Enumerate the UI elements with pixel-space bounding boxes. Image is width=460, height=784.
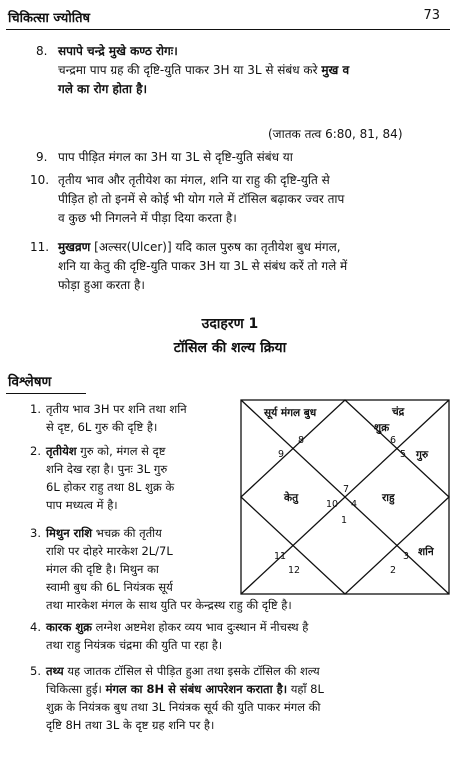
- planet-label: शनि: [418, 546, 434, 558]
- point-number: 3.: [30, 526, 41, 540]
- point-number: 5.: [30, 664, 41, 678]
- item-number: 9.: [36, 150, 48, 164]
- point-line: दृष्टि 8H तथा 3L के दृष्ट ग्रह शनि पर है।: [46, 718, 215, 732]
- point-line: 6L होकर राहु तथा 8L शुक्र के: [46, 480, 175, 494]
- house-number: 9: [278, 449, 285, 460]
- point-line: मंगल की दृष्टि है। मिथुन का: [46, 562, 159, 576]
- house-number: 11: [274, 551, 287, 562]
- item-line: गले का रोग होता है।: [58, 82, 148, 96]
- analysis-rule: [6, 393, 86, 394]
- item-line: पीड़ित हो तो इनमें से कोई भी योग गले में टॉसिल बढ़ाकर ज्वर ताप: [58, 192, 345, 206]
- birth-chart: [240, 399, 450, 595]
- point-line: शनि देख रहा है। पुनः 3L गुरु: [46, 462, 168, 476]
- item-line: चन्द्रमा पाप ग्रह की दृष्टि-युति पाकर 3H या 3L से संबंध करे मुख व: [58, 63, 350, 77]
- house-number: 7: [343, 484, 350, 495]
- item-line: तृतीय भाव और तृतीयेश का मंगल, शनि या राहु की दृष्टि-युति से: [58, 173, 330, 187]
- point-line: राशि पर दोहरे मारकेश 2L/7L: [46, 544, 173, 558]
- running-header: [8, 8, 440, 28]
- analysis-heading: विश्लेषण: [8, 374, 52, 390]
- planet-label: चंद्र: [392, 406, 405, 418]
- item-heading: सपापे चन्द्रे मुखे कण्ठ रोगः।: [58, 44, 178, 58]
- item-line: मुखव्रण [अल्सर(Ulcer)] यदि काल पुरुष का तृतीयेश बुध मंगल,: [58, 240, 341, 254]
- item-line: शनि या केतु की दृष्टि-युति पाकर 3H या 3L से संबंध करें तो गले में: [58, 259, 348, 273]
- house-number: 3: [403, 551, 410, 562]
- planet-label: सूर्य मंगल बुध: [264, 407, 317, 419]
- point-line: कारक शुक्र लग्नेश अष्टमेश होकर व्यय भाव दुःस्थान में नीचस्थ है: [46, 620, 309, 634]
- item-number: 10.: [30, 173, 50, 187]
- house-number: 8: [298, 435, 305, 446]
- planet-label: गुरु: [416, 449, 429, 461]
- planet-label: शुक्र: [374, 422, 390, 434]
- house-number: 4: [351, 499, 358, 510]
- point-line: पाप मध्यत्व में है।: [46, 498, 118, 512]
- reference: (जातक तत्व 6:80, 81, 84): [268, 127, 403, 141]
- example-subtitle: टॉसिल की शल्य क्रिया: [173, 340, 287, 356]
- planet-label: राहु: [382, 492, 395, 504]
- point-line: तृतीयेश गुरु को, मंगल से दृष्ट: [46, 444, 166, 458]
- point-line: तथा राहु नियंत्रक चंद्रमा की युति पा रहा है।: [46, 638, 223, 652]
- planet-label: केतु: [284, 492, 299, 504]
- point-line: स्वामी बुध की 6L नियंत्रक सूर्य: [46, 580, 173, 594]
- point-line: चिकित्सा हुई। मंगल का 8H से संबंध आपरेशन कराता है। यहाँ 8L: [46, 682, 324, 696]
- point-number: 4.: [30, 620, 41, 634]
- header-rule: [6, 29, 450, 30]
- house-number: 1: [341, 515, 348, 526]
- house-number: 5: [400, 449, 407, 460]
- item-line: व कुछ भी निगलने में पीड़ा दिया करता है।: [58, 211, 237, 225]
- house-number: 12: [288, 565, 301, 576]
- point-line: से दृष्ट, 6L गुरु की दृष्टि है।: [46, 420, 158, 434]
- house-number: 6: [390, 435, 397, 446]
- point-line: शुक्र के नियंत्रक बुध तथा 3L नियंत्रक सूर्य की युति पाकर मंगल की: [46, 700, 321, 714]
- item-line: फोड़ा हुआ करता है।: [58, 278, 145, 292]
- point-line: तथ्य यह जातक टॉसिल से पीड़ित हुआ तथा इसके टॉसिल की शल्य: [46, 664, 320, 678]
- item-text: पाप पीड़ित मंगल का 3H या 3L से दृष्टि-युति संबंध या: [58, 150, 293, 164]
- point-number: 2.: [30, 444, 41, 458]
- page-number: 73: [423, 8, 440, 23]
- point-line: तथा मारकेश मंगल के साथ युति पर केन्द्रस्थ राहु की दृष्टि है।: [46, 598, 292, 612]
- point-line: तृतीय भाव 3H पर शनि तथा शनि: [46, 402, 187, 416]
- item-number: 11.: [30, 240, 50, 254]
- point-number: 1.: [30, 402, 41, 416]
- point-line: मिथुन राशि भचक्र की तृतीय: [46, 526, 162, 540]
- house-number: 10: [326, 499, 339, 510]
- header-title: चिकित्सा ज्योतिष: [8, 11, 91, 26]
- house-number: 2: [390, 565, 397, 576]
- example-title: उदाहरण 1: [201, 316, 259, 332]
- item-number: 8.: [36, 44, 48, 58]
